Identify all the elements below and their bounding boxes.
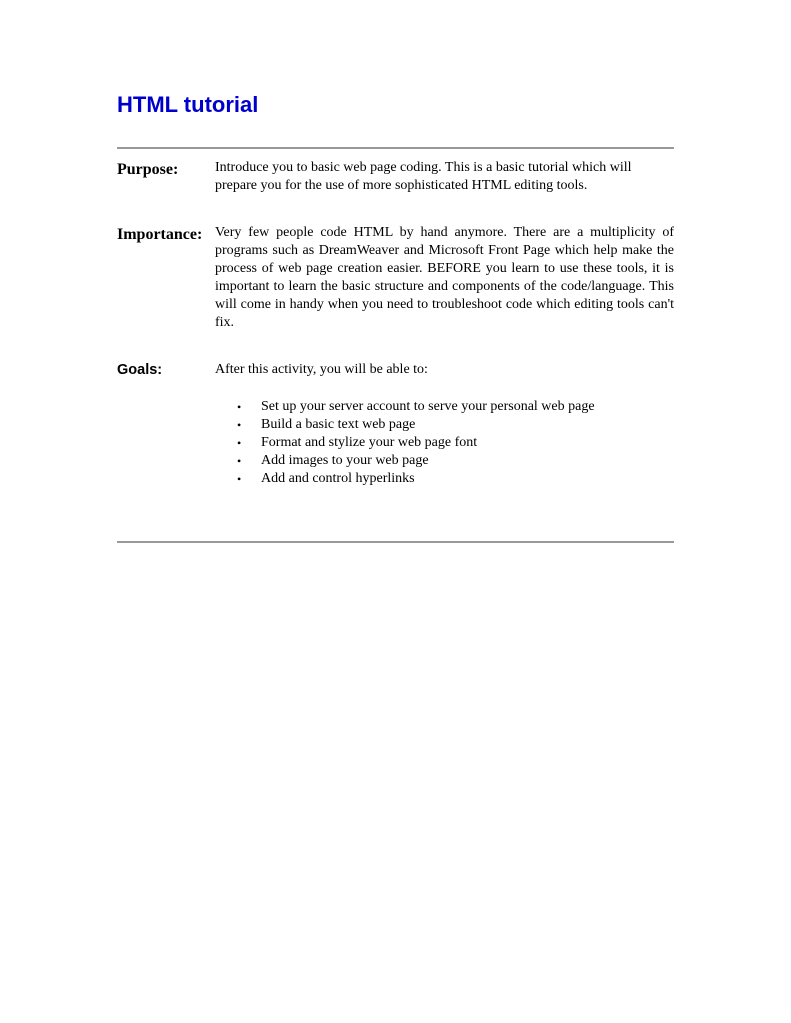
- bullet-icon: •: [237, 436, 242, 450]
- goals-list: [215, 398, 674, 488]
- purpose-text: Introduce you to basic web page coding. This is a basic tutorial which will prepare you for the use of more sophisticated HTML editing tools.: [215, 160, 632, 193]
- bottom-divider: [117, 541, 674, 543]
- goals-intro: After this activity, you will be able to:: [215, 362, 428, 377]
- goal-text: Add images to your web page: [261, 453, 429, 468]
- bullet-icon: •: [237, 418, 242, 432]
- purpose-label: Purpose:: [117, 161, 179, 178]
- importance-label: Importance:: [117, 226, 203, 243]
- bullet-icon: •: [237, 400, 242, 414]
- goals-label: Goals:: [117, 362, 163, 378]
- list-item: [215, 398, 674, 416]
- bullet-icon: •: [237, 454, 242, 468]
- list-item: [215, 416, 674, 434]
- importance-text: Very few people code HTML by hand anymore. There are a multiplicity of programs such as DreamWeaver and Microsoft Front Page which help make the process of web page creation easier. BEFORE you learn to use these tools, it is important to learn the basic structure and components of the code/language. This will come in handy when you need to troubleshoot code which editing tools can't fix.: [215, 225, 674, 330]
- top-divider: [117, 147, 674, 149]
- list-item: [215, 434, 674, 452]
- list-item: [215, 470, 674, 488]
- goal-text: Set up your server account to serve your personal web page: [261, 399, 595, 414]
- goal-text: Format and stylize your web page font: [261, 435, 478, 450]
- goal-text: Add and control hyperlinks: [261, 471, 415, 486]
- list-item: [215, 452, 674, 470]
- goal-text: Build a basic text web page: [261, 417, 416, 432]
- bullet-icon: •: [237, 472, 242, 486]
- document-title: HTML tutorial: [117, 92, 259, 117]
